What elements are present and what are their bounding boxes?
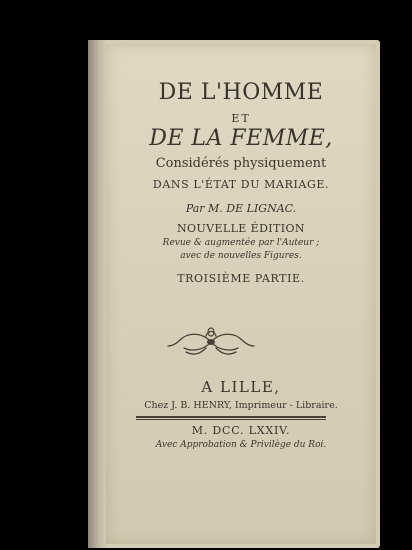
subtitle-line-1: Considérés physiquement (155, 156, 327, 171)
revision-line-2: avec de nouvelles Figures. (180, 251, 302, 261)
divider-rule-thin (136, 419, 326, 420)
book-spine (88, 40, 106, 548)
part-line: TROISIÈME PARTIE. (177, 272, 305, 285)
title-page (106, 44, 376, 544)
year-line: M. DCC. LXXIV. (191, 424, 291, 437)
subtitle-line-2: DANS L'ÉTAT DU MARIAGE. (152, 178, 330, 191)
title-line-1: DE L'HOMME (158, 80, 324, 105)
ribbon-bow-fleuron-icon (166, 326, 256, 358)
divider-rule (136, 416, 326, 418)
title-conjunction: ET (231, 112, 251, 125)
title-line-2: DE LA FEMME, (149, 126, 333, 151)
place-line: A LILLE, (201, 378, 281, 396)
printer-line: Chez J. B. HENRY, Imprimeur - Libraire. (144, 400, 338, 411)
author-line: Par M. DE LIGNAC. (185, 202, 297, 215)
edition-line: NOUVELLE ÉDITION (177, 222, 305, 235)
revision-line-1: Revue & augmentée par l'Auteur ; (162, 238, 320, 248)
approbation-line: Avec Approbation & Privilège du Roi. (155, 440, 327, 450)
